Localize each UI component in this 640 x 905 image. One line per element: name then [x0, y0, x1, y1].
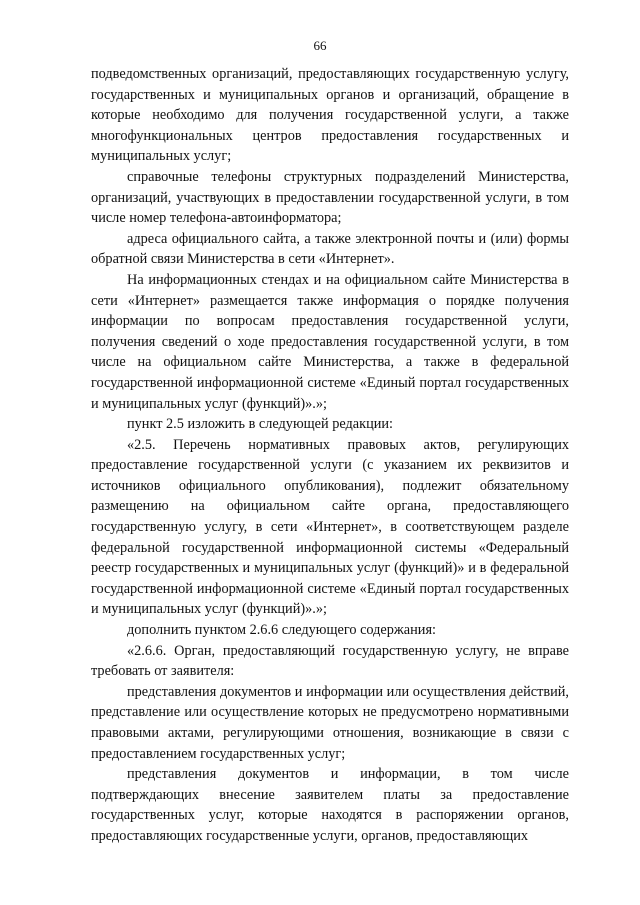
paragraph: дополнить пунктом 2.6.6 следующего содержания: [127, 622, 436, 639]
page-number: 66 [313, 38, 327, 53]
paragraph: представления документов и информации, в том числе подтверждающих внесение заявителем платы за предоставление государственных услуг, которые находятся в распоряжении органов, предоставляющих государственные услуги, органов, предоставляющих [91, 766, 569, 844]
paragraph: справочные телефоны структурных подразделений Министерства, организаций, участвующих в предоставлении государственной услуги, в том числе номер телефона-автоинформатора; [91, 168, 569, 227]
paragraph: подведомственных организаций, предоставляющих государственную услугу, государственных и муниципальных органов и организаций, обращение в которые необходимо для получения государственной услуги, а также многофункциональных центров предоставления государственных и муниципальных услуг; [91, 66, 569, 165]
paragraph: На информационных стендах и на официальном сайте Министерства в сети «Интернет» размещается также информация о порядке получения информации по вопросам предоставления государственной услуги, получения сведений о ходе предоставления государственной услуги, в том числе на официальном сайте Министерства, а также в федеральной государственной информационной системе «Единый портал государственных и муниципальных услуг (функций)».»; [91, 271, 569, 412]
paragraph: «2.6.6. Орган, предоставляющий государственную услугу, не вправе требовать от заявителя: [91, 642, 569, 680]
paragraph: адреса официального сайта, а также электронной почты и (или) формы обратной связи Министерства в сети «Интернет». [91, 230, 569, 268]
paragraph: пункт 2.5 изложить в следующей редакции: [127, 416, 394, 433]
paragraph: представления документов и информации или осуществления действий, представление или осуществление которых не предусмотрено нормативными правовыми актами, регулирующими отношения, возникающие в связи с предоставлением государственных услуг; [91, 683, 569, 762]
paragraph: «2.5. Перечень нормативных правовых актов, регулирующих предоставление государственной услуги (с указанием их реквизитов и источников официального опубликования), подлежит обязательному размещению на официальном сайте органа, предоставляющего государственную услугу, в сети «Интернет», в соответствующем разделе федеральной государственной информационной системы «Федеральный реестр государственных и муниципальных услуг (функций)» и в федеральной государственной информационной системе «Единый портал государственных и муниципальных услуг (функций)».»; [91, 436, 569, 618]
document-body [91, 64, 569, 847]
